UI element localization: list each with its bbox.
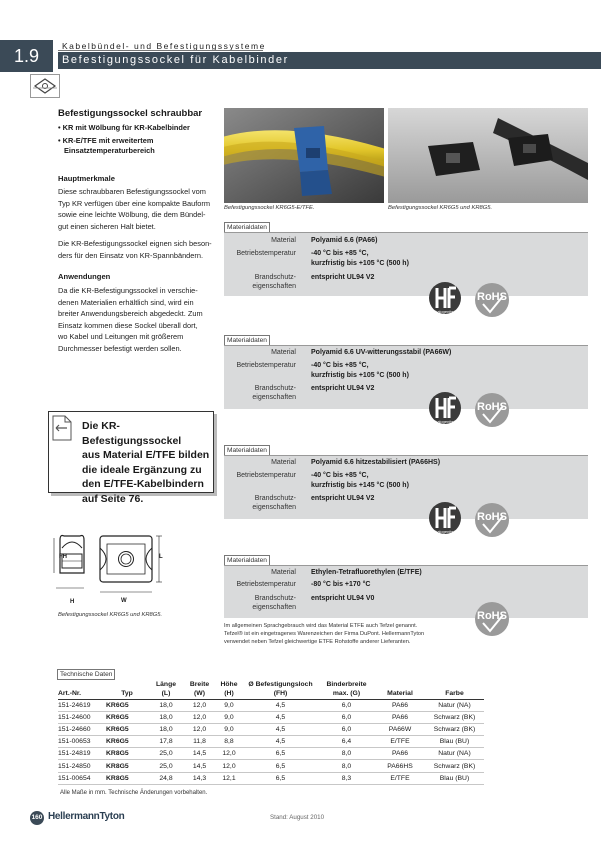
svg-text:RoHS: RoHS [477,401,507,413]
table-cell: E/TFE [375,772,425,784]
table-header: Typ [106,690,148,700]
table-header: max. (G) [318,690,375,700]
halogen-free-badge-icon [426,390,464,431]
table-row [58,760,484,772]
table-cell: 12,0 [184,712,215,724]
temperature-value: -40 °C bis +85 °C, [311,362,369,369]
svg-text:RoHS: RoHS [477,291,507,303]
bullet-item: • KR-E/TFE mit erweitertem [58,135,154,145]
table-cell: KR6G5 [106,700,148,712]
table-header: Art.-Nr. [58,690,106,700]
bullet-item: Einsatztemperaturbereich [64,146,155,155]
table-cell: 151-00653 [58,736,106,748]
photo-caption-etfe: Befestigungssockel KR6G5-E/TFE. [224,205,315,211]
table-cell: 4,5 [243,712,318,724]
text-line: Typ KR verfügen über eine kompakte Bauform [58,198,210,208]
note-line: Tefzel® ist ein eingetragenes Warenzeichen der Firma DuPont. HellermannTyton [224,631,425,637]
rohs-badge-icon [470,501,514,544]
table-cell: 25,0 [148,760,184,772]
fire-protection-value: entspricht UL94 V2 [311,495,375,502]
table-cell: 4,5 [243,736,318,748]
table-cell: 25,0 [148,748,184,760]
text-line: Einsatz kommen diese Sockel überall dort, [58,320,198,330]
material-key: Material [271,569,296,576]
table-cell: PA66HS [375,760,425,772]
material-label: Materialdaten [224,222,270,233]
material-value: Ethylen-Tetrafluorethylen (E/TFE) [311,569,422,576]
svg-text:RoHS: RoHS [477,610,507,622]
material-key: Material [271,237,296,244]
table-label: Technische Daten [57,669,115,680]
material-label: Materialdaten [224,555,270,566]
table-cell: PA66 [375,712,425,724]
material-value: Polyamid 6.6 hitzestabilisiert (PA66HS) [311,459,441,466]
product-photo-kr6g5-kr8g5 [388,108,588,203]
callout-line: Die KR-Befestigungssockel [82,420,182,447]
temperature-value: kurzfristig bis +105 °C (500 h) [311,372,409,379]
table-header [58,681,106,690]
material-label: Materialdaten [224,445,270,456]
svg-text:RoHS: RoHS [477,511,507,523]
table-row [58,712,484,724]
table-cell: KR6G5 [106,712,148,724]
table-cell: KR8G5 [106,748,148,760]
table-cell: Natur (NA) [425,748,484,760]
callout-text [82,419,212,506]
table-cell: 18,0 [148,712,184,724]
table-cell: 151-24600 [58,712,106,724]
table-cell: 6,0 [318,712,375,724]
table-cell: 12,0 [184,700,215,712]
table-header: Breite [189,681,210,688]
table-cell: 8,0 [318,748,375,760]
etfe-note [224,622,484,646]
table-cell: 8,0 [318,760,375,772]
intro-heading: Befestigungssockel schraubbar [58,108,203,119]
table-cell: PA66 [375,748,425,760]
table-cell: 18,0 [148,724,184,736]
applications-text [58,285,223,355]
table-cell: 4,5 [243,724,318,736]
callout-line: die ideale Ergänzung zu [82,463,202,476]
bullet-item: • KR mit Wölbung für KR-Kabelbinder [58,123,190,132]
temperature-value: kurzfristig bis +145 °C (500 h) [311,482,409,489]
halogen-free-badge-icon [426,280,464,321]
edition-stand: Stand: August 2010 [270,814,325,821]
page-number: 160 [30,811,44,825]
technical-data-table [58,681,484,785]
table-cell: 6,0 [318,724,375,736]
table-cell: PA66 [375,700,425,712]
temperature-key: Betriebstemperatur [236,362,296,369]
note-line: verwendet neben Tefzel gleichwertige ETFE Rohstoffe anderer Lieferanten. [224,639,411,645]
technical-drawing [50,528,170,618]
callout-line: aus Material E/TFE bilden [82,449,210,461]
table-cell: 9,0 [215,724,243,736]
callout-line: den E/TFE-Kabelbindern [82,478,204,490]
fire-protection-value: entspricht UL94 V0 [311,595,375,602]
table-cell: 9,0 [215,712,243,724]
rohs-badge-icon [470,391,514,434]
table-footnote: Alle Maße in mm. Technische Änderungen vorbehalten. [60,790,208,796]
temperature-key: Betriebstemperatur [236,581,296,588]
table-cell: 17,8 [148,736,184,748]
intro-bullets [58,123,218,157]
table-header [375,681,425,690]
table-cell: KR8G5 [106,760,148,772]
table-cell: E/TFE [375,736,425,748]
text-line: Da die KR-Befestigungssockel in verschie- [58,286,198,295]
table-cell: 6,5 [243,760,318,772]
callout-line: auf Seite 76. [82,492,144,505]
temperature-key: Betriebstemperatur [236,250,296,257]
table-cell: Schwarz (BK) [425,712,484,724]
fire-protection-key: Brandschutz- eigenschaften [252,385,296,401]
fire-protection-value: entspricht UL94 V2 [311,385,375,392]
table-cell: KR6G5 [106,724,148,736]
fire-protection-key: Brandschutz- eigenschaften [252,274,296,290]
table-row [58,736,484,748]
table-cell: Natur (NA) [425,700,484,712]
brand-logo: HellermannTyton [48,811,125,822]
material-key: Material [271,349,296,356]
table-cell: 14,3 [184,772,215,784]
table-row [58,724,484,736]
text-line: denen Materialien erhältlich sind, wird ein [58,297,194,307]
table-header: (FH) [243,690,318,700]
halogen-free-badge-icon [426,500,464,541]
dimension-w: W [121,598,127,604]
table-cell: 6,4 [318,736,375,748]
table-cell: 12,0 [215,760,243,772]
table-cell: 12,1 [215,772,243,784]
temperature-value: kurzfristig bis +105 °C (500 h) [311,260,409,267]
dimension-h: H [70,599,75,605]
drawing-caption: Befestigungssockel KR6G5 und KR8G5. [58,612,163,618]
table-cell: 151-24619 [58,700,106,712]
dimension-l: L [159,554,163,560]
material-value: Polyamid 6.6 (PA66) [311,237,378,244]
svg-text:halogenfrei: halogenfrei [435,529,455,534]
document-reference-icon [52,415,72,441]
table-cell: 6,0 [318,700,375,712]
table-header: Binderbreite [326,681,367,688]
table-header [425,681,484,690]
table-cell: 151-00654 [58,772,106,784]
table-row [58,748,484,760]
table-cell: KR8G5 [106,772,148,784]
features-heading: Hauptmerkmale [58,174,115,183]
table-cell: Schwarz (BK) [425,724,484,736]
photo-caption-kr: Befestigungssockel KR6G5 und KR8G5. [388,205,493,211]
features-text [58,186,223,262]
table-cell: 8,8 [215,736,243,748]
table-cell: 6,5 [243,748,318,760]
material-key: Material [271,459,296,466]
table-cell: 4,5 [243,700,318,712]
section-number: 1.9 [0,40,53,72]
table-header: Material [375,690,425,700]
table-cell: 8,3 [318,772,375,784]
temperature-value: -80 °C bis +170 °C [311,581,371,588]
text-line: wo Kabel und Leitungen mit größerem [58,332,184,342]
table-cell: 151-24660 [58,724,106,736]
table-row [58,700,484,712]
header-rule [58,50,263,51]
material-label: Materialdaten [224,335,270,346]
text-line: sowie eine leichte Wölbung, die dem Bündel- [58,210,206,220]
cable-mount-icon [30,74,60,98]
table-header: (L) [148,690,184,700]
fire-protection-value: entspricht UL94 V2 [311,274,375,281]
table-cell: KR6G5 [106,736,148,748]
applications-heading: Anwendungen [58,272,111,281]
table-cell: 14,5 [184,760,215,772]
table-header: (W) [184,690,215,700]
text-line: ders für den Einsatz von KR-Spannbändern. [58,250,204,260]
table-cell: 12,0 [215,748,243,760]
dimension-fh: FH [59,554,67,560]
table-cell: Schwarz (BK) [425,760,484,772]
temperature-key: Betriebstemperatur [236,472,296,479]
table-row [58,772,484,784]
table-cell: Blau (BU) [425,772,484,784]
table-header: Länge [155,681,177,688]
table-header: Ø Befestigungsloch [248,681,313,688]
page-title: Befestigungssockel für Kabelbinder [58,52,601,69]
material-value: Polyamid 6.6 UV-witterungsstabil (PA66W) [311,349,452,356]
table-cell: 24,8 [148,772,184,784]
table-cell: 12,0 [184,724,215,736]
table-header: Farbe [425,690,484,700]
svg-text:halogenfrei: halogenfrei [435,419,455,424]
table-cell: 151-24850 [58,760,106,772]
table-cell: 6,5 [243,772,318,784]
text-line: Durchmesser befestigt werden sollen. [58,343,182,353]
table-cell: PA66W [375,724,425,736]
table-cell: 9,0 [215,700,243,712]
text-line: Die KR-Befestigungssockel eignen sich beson- [58,239,212,249]
fire-protection-key: Brandschutz- eigenschaften [252,495,296,511]
fire-protection-key: Brandschutz- eigenschaften [252,595,296,611]
table-cell: 14,5 [184,748,215,760]
note-line: Im allgemeinen Sprachgebrauch wird das Material ETFE auch Tefzel genannt. [224,623,418,629]
table-header: Höhe [220,681,238,688]
temperature-value: -40 °C bis +85 °C, [311,472,369,479]
product-photo-etfe [224,108,384,203]
temperature-value: -40 °C bis +85 °C, [311,250,369,257]
text-line: Diese schraubbaren Befestigungssockel vom [58,187,206,196]
table-cell: 18,0 [148,700,184,712]
table-header: (H) [215,690,243,700]
svg-text:halogenfrei: halogenfrei [435,309,455,314]
rohs-badge-icon [470,281,514,324]
text-line: gut einen sicheren Halt bietet. [58,221,156,231]
supertitle: Kabelbündel- und Befestigungssysteme [62,41,266,51]
table-cell: 151-24819 [58,748,106,760]
table-cell: Blau (BU) [425,736,484,748]
table-header [106,681,148,690]
text-line: breiter Anwendungsbereich abgedeckt. Zum [58,309,203,319]
table-cell: 11,8 [184,736,215,748]
